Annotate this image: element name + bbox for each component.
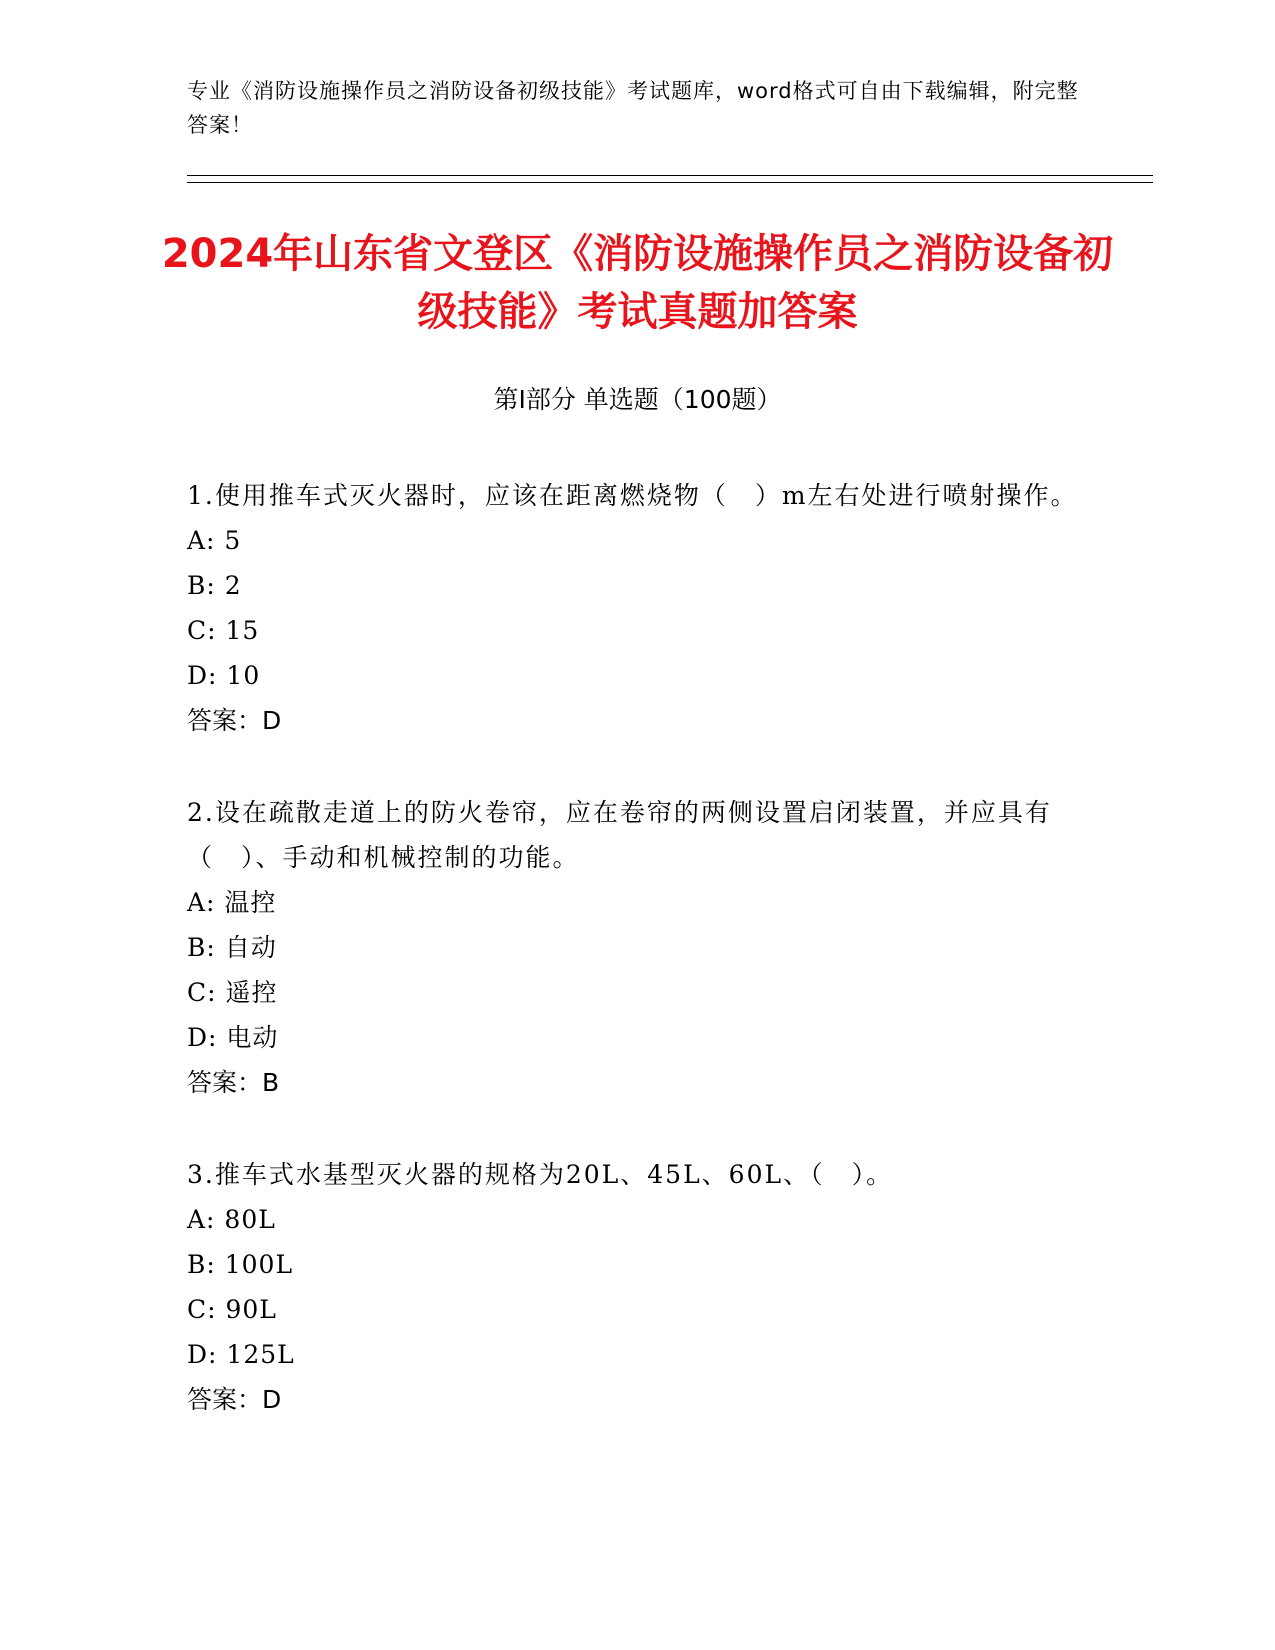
question-2 (187, 790, 1082, 1105)
question-1 (187, 473, 1082, 743)
option-b: B: 2 (187, 571, 242, 600)
option-a: A: 80L (187, 1205, 276, 1234)
option-d: D: 电动 (187, 1023, 279, 1052)
option-c: C: 90L (187, 1295, 277, 1324)
header-rule-bottom (187, 182, 1153, 183)
option-a: A: 温控 (187, 888, 277, 917)
question-text: 1.使用推车式灭火器时，应该在距离燃烧物（ ）m左右处进行喷射操作。 (187, 481, 1078, 510)
option-d: D: 10 (187, 661, 261, 690)
header-note: 专业《消防设施操作员之消防设备初级技能》考试题库，word格式可自由下载编辑，附完整答案！ (187, 79, 1079, 137)
option-c: C: 遥控 (187, 978, 278, 1007)
option-b: B: 自动 (187, 933, 277, 962)
question-3 (187, 1152, 1082, 1422)
question-list (187, 473, 1082, 1469)
question-text: 3.推车式水基型灭火器的规格为20L、45L、60L、（ ）。 (187, 1160, 894, 1189)
answer-line: 答案：B (187, 1068, 280, 1097)
option-a: A: 5 (187, 526, 242, 555)
document-title: 2024年山东省文登区《消防设施操作员之消防设备初级技能》考试真题加答案 (161, 231, 1114, 335)
option-c: C: 15 (187, 616, 260, 645)
option-d: D: 125L (187, 1340, 295, 1369)
answer-line: 答案：D (187, 1385, 282, 1414)
question-text: 2.设在疏散走道上的防火卷帘，应在卷帘的两侧设置启闭装置，并应具有（ ）、手动和机械控制的功能。 (187, 798, 1052, 872)
answer-line: 答案：D (187, 706, 282, 735)
option-b: B: 100L (187, 1250, 294, 1279)
section-title: 第I部分 单选题（100题） (493, 385, 782, 414)
header-rule-top (187, 175, 1153, 176)
